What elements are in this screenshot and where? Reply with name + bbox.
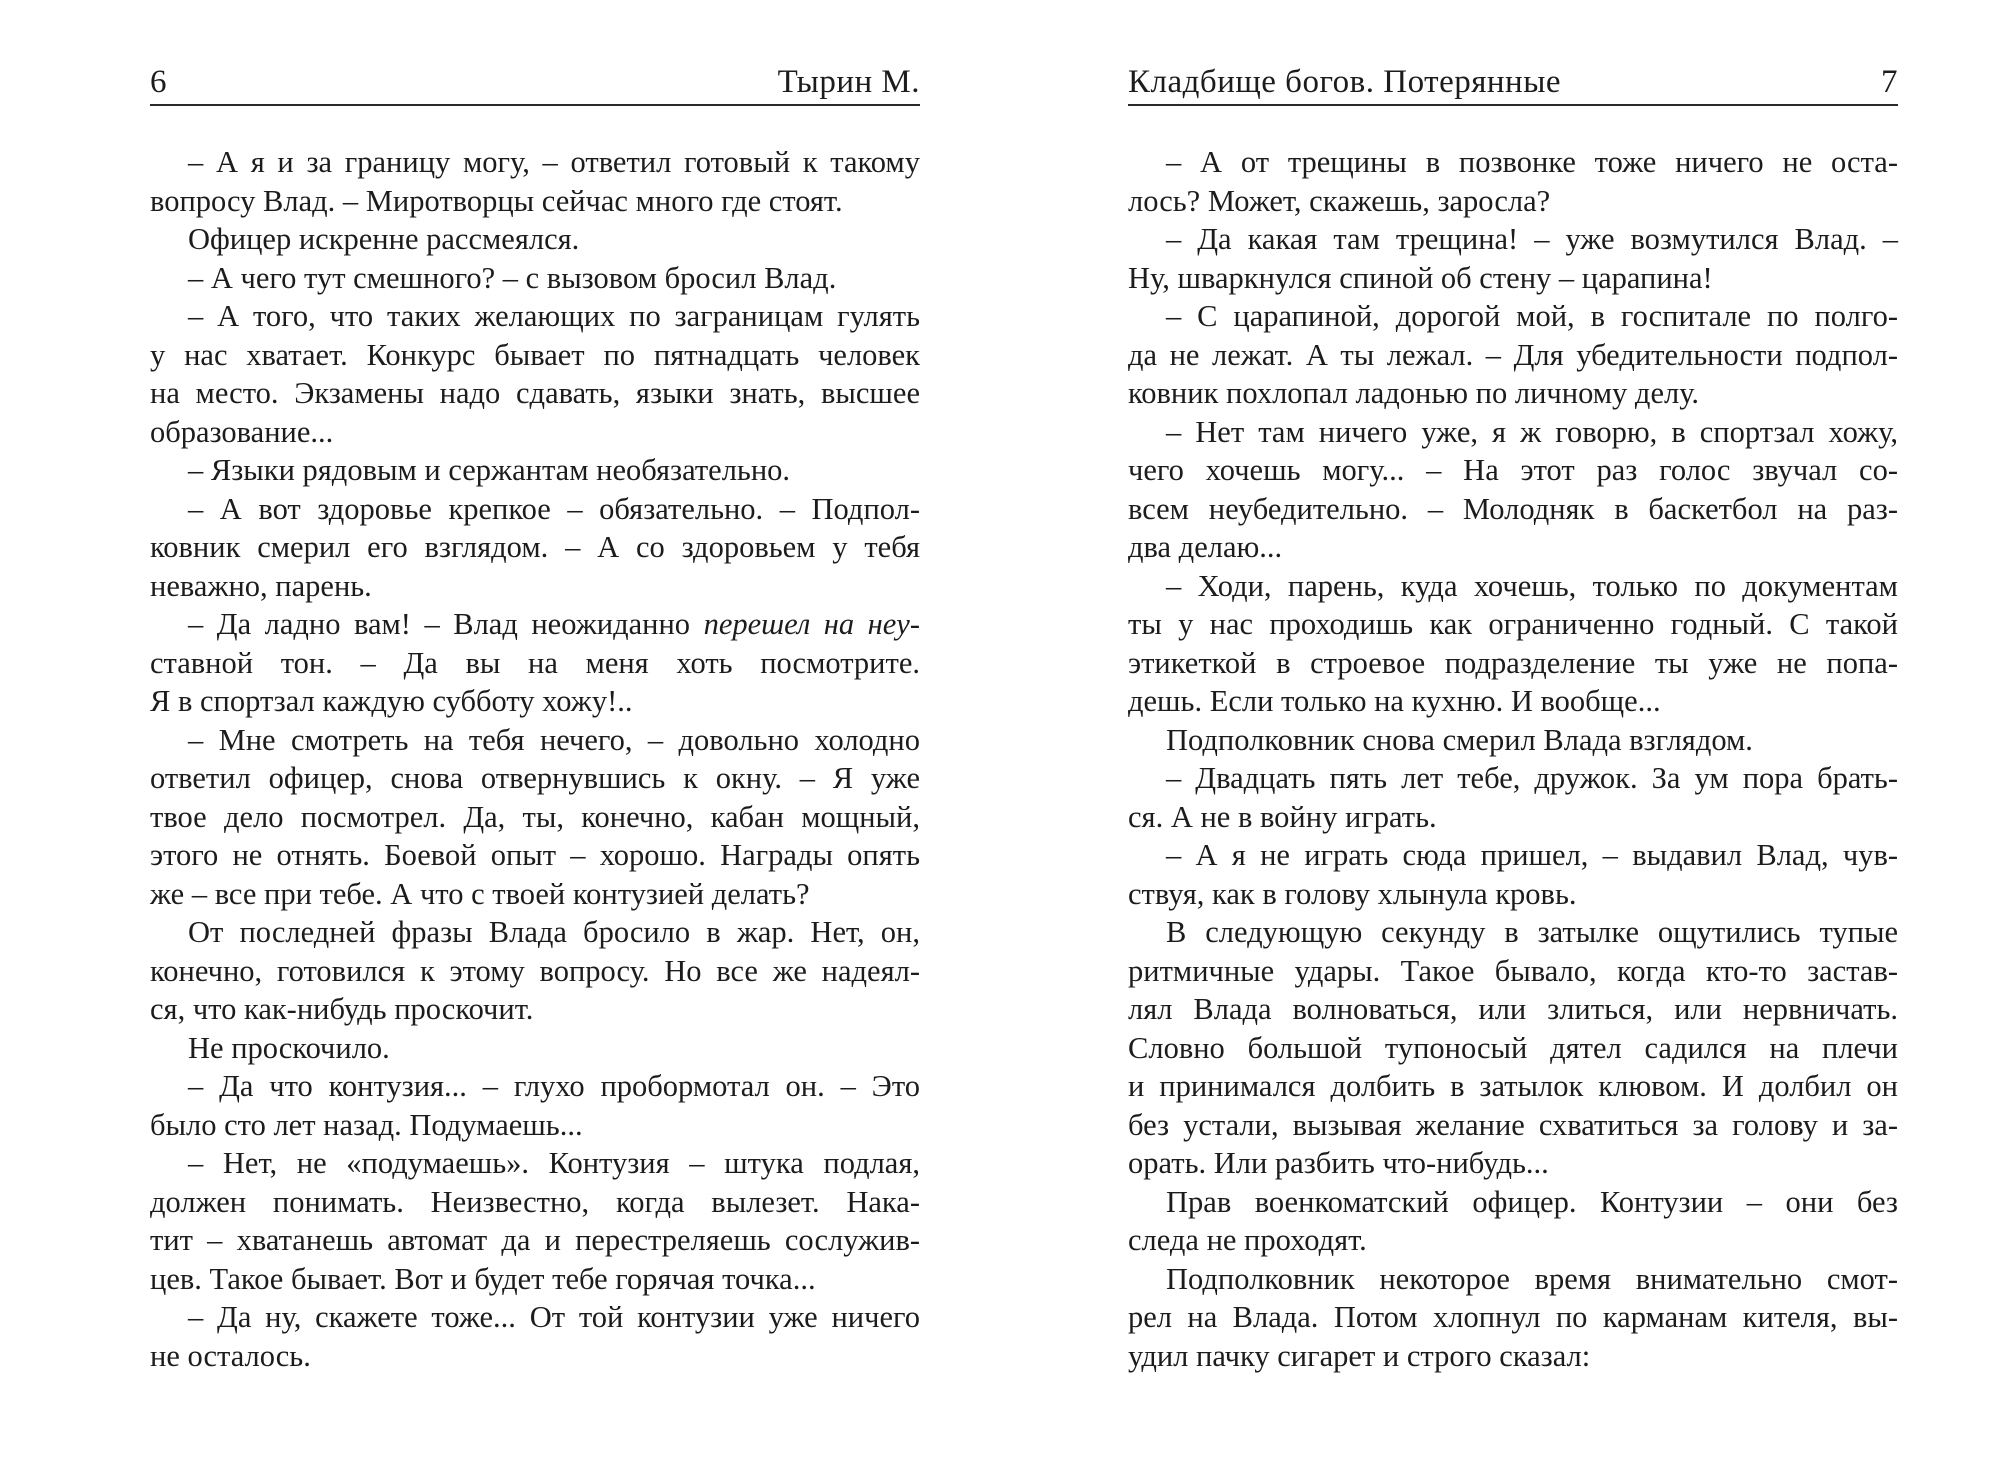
author-name: Тырин М. xyxy=(777,64,920,100)
text-line: ставной тон. – Да вы на меня хоть посмотрите. xyxy=(150,645,920,680)
text-line: тит – хватанешь автомат да и перестреляешь сослужив- xyxy=(150,1223,920,1257)
text-line: Офицер искренне рассмеялся. xyxy=(188,222,580,256)
text-line: и принимался долбить в затылок клювом. И долбил он xyxy=(1128,1069,1898,1103)
text-line: у нас хватает. Конкурс бывает по пятнадцать человек xyxy=(150,337,920,372)
text-line: – Двадцать пять лет тебе, дружок. За ум пора брать- xyxy=(1166,761,1898,795)
text-line: вопросу Влад. – Миротворцы сейчас много где стоят. xyxy=(150,183,843,218)
text-line: орать. Или разбить что-нибудь... xyxy=(1128,1146,1549,1180)
text-line: лял Влада волноваться, или злиться, или нервничать. xyxy=(1128,992,1898,1026)
text-line: образование... xyxy=(150,414,334,449)
text-line: всем неубедительно. – Молодняк в баскетбол на раз- xyxy=(1128,491,1898,526)
text-line: Ну, шваркнулся спиной об стену – царапина! xyxy=(1128,260,1713,295)
page-number: 6 xyxy=(150,64,167,100)
text-line: чего хочешь могу... – На этот раз голос звучал со- xyxy=(1128,453,1898,487)
text-line: – Мне смотреть на тебя нечего, – довольно холодно xyxy=(188,722,920,757)
text-line: рел на Влада. Потом хлопнул по карманам кителя, вы- xyxy=(1128,1300,1898,1334)
text-line: Я в спортзал каждую субботу хожу!.. xyxy=(150,684,633,718)
page-number: 7 xyxy=(1881,64,1898,100)
book-title: Кладбище богов. Потерянные xyxy=(1128,64,1562,100)
text-line: – А от трещины в позвонке тоже ничего не оста- xyxy=(1166,145,1898,179)
text-line: конечно, готовился к этому вопросу. Но все же надеял- xyxy=(150,953,920,988)
text-line: – Да что контузия... – глухо пробормотал он. – Это xyxy=(188,1069,920,1103)
text-line: два делаю... xyxy=(1128,530,1283,564)
text-line: следа не проходят. xyxy=(1128,1223,1367,1257)
text-line: ты у нас проходишь как ограниченно годный. С такой xyxy=(1128,607,1898,641)
text-line: не осталось. xyxy=(150,1338,311,1373)
text-line: – Да ладно вам! – Влад неожиданно перешел на неу- xyxy=(188,607,920,641)
text-line: ответил офицер, снова отвернувшись к окну. – Я уже xyxy=(150,761,920,795)
text-line: – С царапиной, дорогой мой, в госпитале по полго- xyxy=(1166,299,1898,333)
text-line: лось? Может, скажешь, заросла? xyxy=(1128,183,1551,218)
left-page xyxy=(150,0,920,1476)
text-line: ся, что как-нибудь проскочит. xyxy=(150,992,534,1026)
text-line: ся. А не в войну играть. xyxy=(1128,799,1437,834)
text-line: Прав военкоматский офицер. Контузии – они без xyxy=(1166,1184,1898,1219)
text-line: да не лежат. А ты лежал. – Для убедительности подпол- xyxy=(1128,337,1898,372)
text-line: Словно большой тупоносый дятел садился на плечи xyxy=(1128,1030,1898,1065)
text-line: этого не отнять. Боевой опыт – хорошо. Награды опять xyxy=(150,838,920,872)
text-line: – Языки рядовым и сержантам необязательно. xyxy=(188,453,791,487)
text-line: без устали, вызывая желание схватиться за голову и за- xyxy=(1128,1107,1898,1142)
text-line: было сто лет назад. Подумаешь... xyxy=(150,1107,583,1142)
text-line: же – все при тебе. А что с твоей контузией делать? xyxy=(150,876,810,911)
text-line: – Да какая там трещина! – уже возмутился Влад. – xyxy=(1166,222,1898,256)
text-line: ритмичные удары. Такое бывало, когда кто-то застав- xyxy=(1128,953,1898,988)
text-line: цев. Такое бывает. Вот и будет тебе горячая точка... xyxy=(150,1261,816,1296)
text-line: – Нет, не «подумаешь». Контузия – штука подлая, xyxy=(188,1146,920,1180)
text-line: ствуя, как в голову хлынула кровь. xyxy=(1128,876,1577,911)
text-line: – Нет там ничего уже, я ж говорю, в спортзал хожу, xyxy=(1166,414,1898,449)
text-line: неважно, парень. xyxy=(150,568,372,603)
text-line: должен понимать. Неизвестно, когда вылезет. Нака- xyxy=(150,1184,920,1219)
text-line: Подполковник некоторое время внимательно смот- xyxy=(1166,1261,1898,1296)
text-line: этикеткой в строевое подразделение ты уже не попа- xyxy=(1128,645,1898,680)
right-page xyxy=(1128,0,1898,1476)
text-line: От последней фразы Влада бросило в жар. Нет, он, xyxy=(188,915,920,949)
running-head xyxy=(1128,60,1898,106)
text-line: дешь. Если только на кухню. И вообще... xyxy=(1128,684,1661,718)
text-line: – А я не играть сюда пришел, – выдавил Влад, чув- xyxy=(1166,838,1898,872)
text-line: твое дело посмотрел. Да, ты, конечно, кабан мощный, xyxy=(150,799,920,834)
text-line: В следующую секунду в затылке ощутились тупые xyxy=(1166,915,1898,949)
text-line: удил пачку сигарет и строго сказал: xyxy=(1128,1338,1591,1373)
italic-fragment: перешел на неу- xyxy=(703,607,920,641)
text-line: ковник похлопал ладонью по личному делу. xyxy=(1128,376,1700,410)
page-body xyxy=(150,143,920,1375)
text-line: – А я и за границу могу, – ответил готовый к такому xyxy=(188,145,920,179)
text-line: – Ходи, парень, куда хочешь, только по документам xyxy=(1166,568,1898,603)
running-head xyxy=(150,60,920,106)
text-line: – А чего тут смешного? – с вызовом бросил Влад. xyxy=(188,260,837,295)
text-line: ковник смерил его взглядом. – А со здоровьем у тебя xyxy=(150,530,920,564)
text-line: – Да ну, скажете тоже... От той контузии уже ничего xyxy=(188,1300,920,1334)
text-line: Подполковник снова смерил Влада взглядом. xyxy=(1166,722,1753,757)
page-body xyxy=(1128,143,1898,1375)
text-line: – А того, что таких желающих по заграницам гулять xyxy=(188,299,920,333)
text-line: на место. Экзамены надо сдавать, языки знать, высшее xyxy=(150,376,920,410)
text-line: – А вот здоровье крепкое – обязательно. – Подпол- xyxy=(188,491,920,526)
text-line: Не проскочило. xyxy=(188,1030,390,1065)
